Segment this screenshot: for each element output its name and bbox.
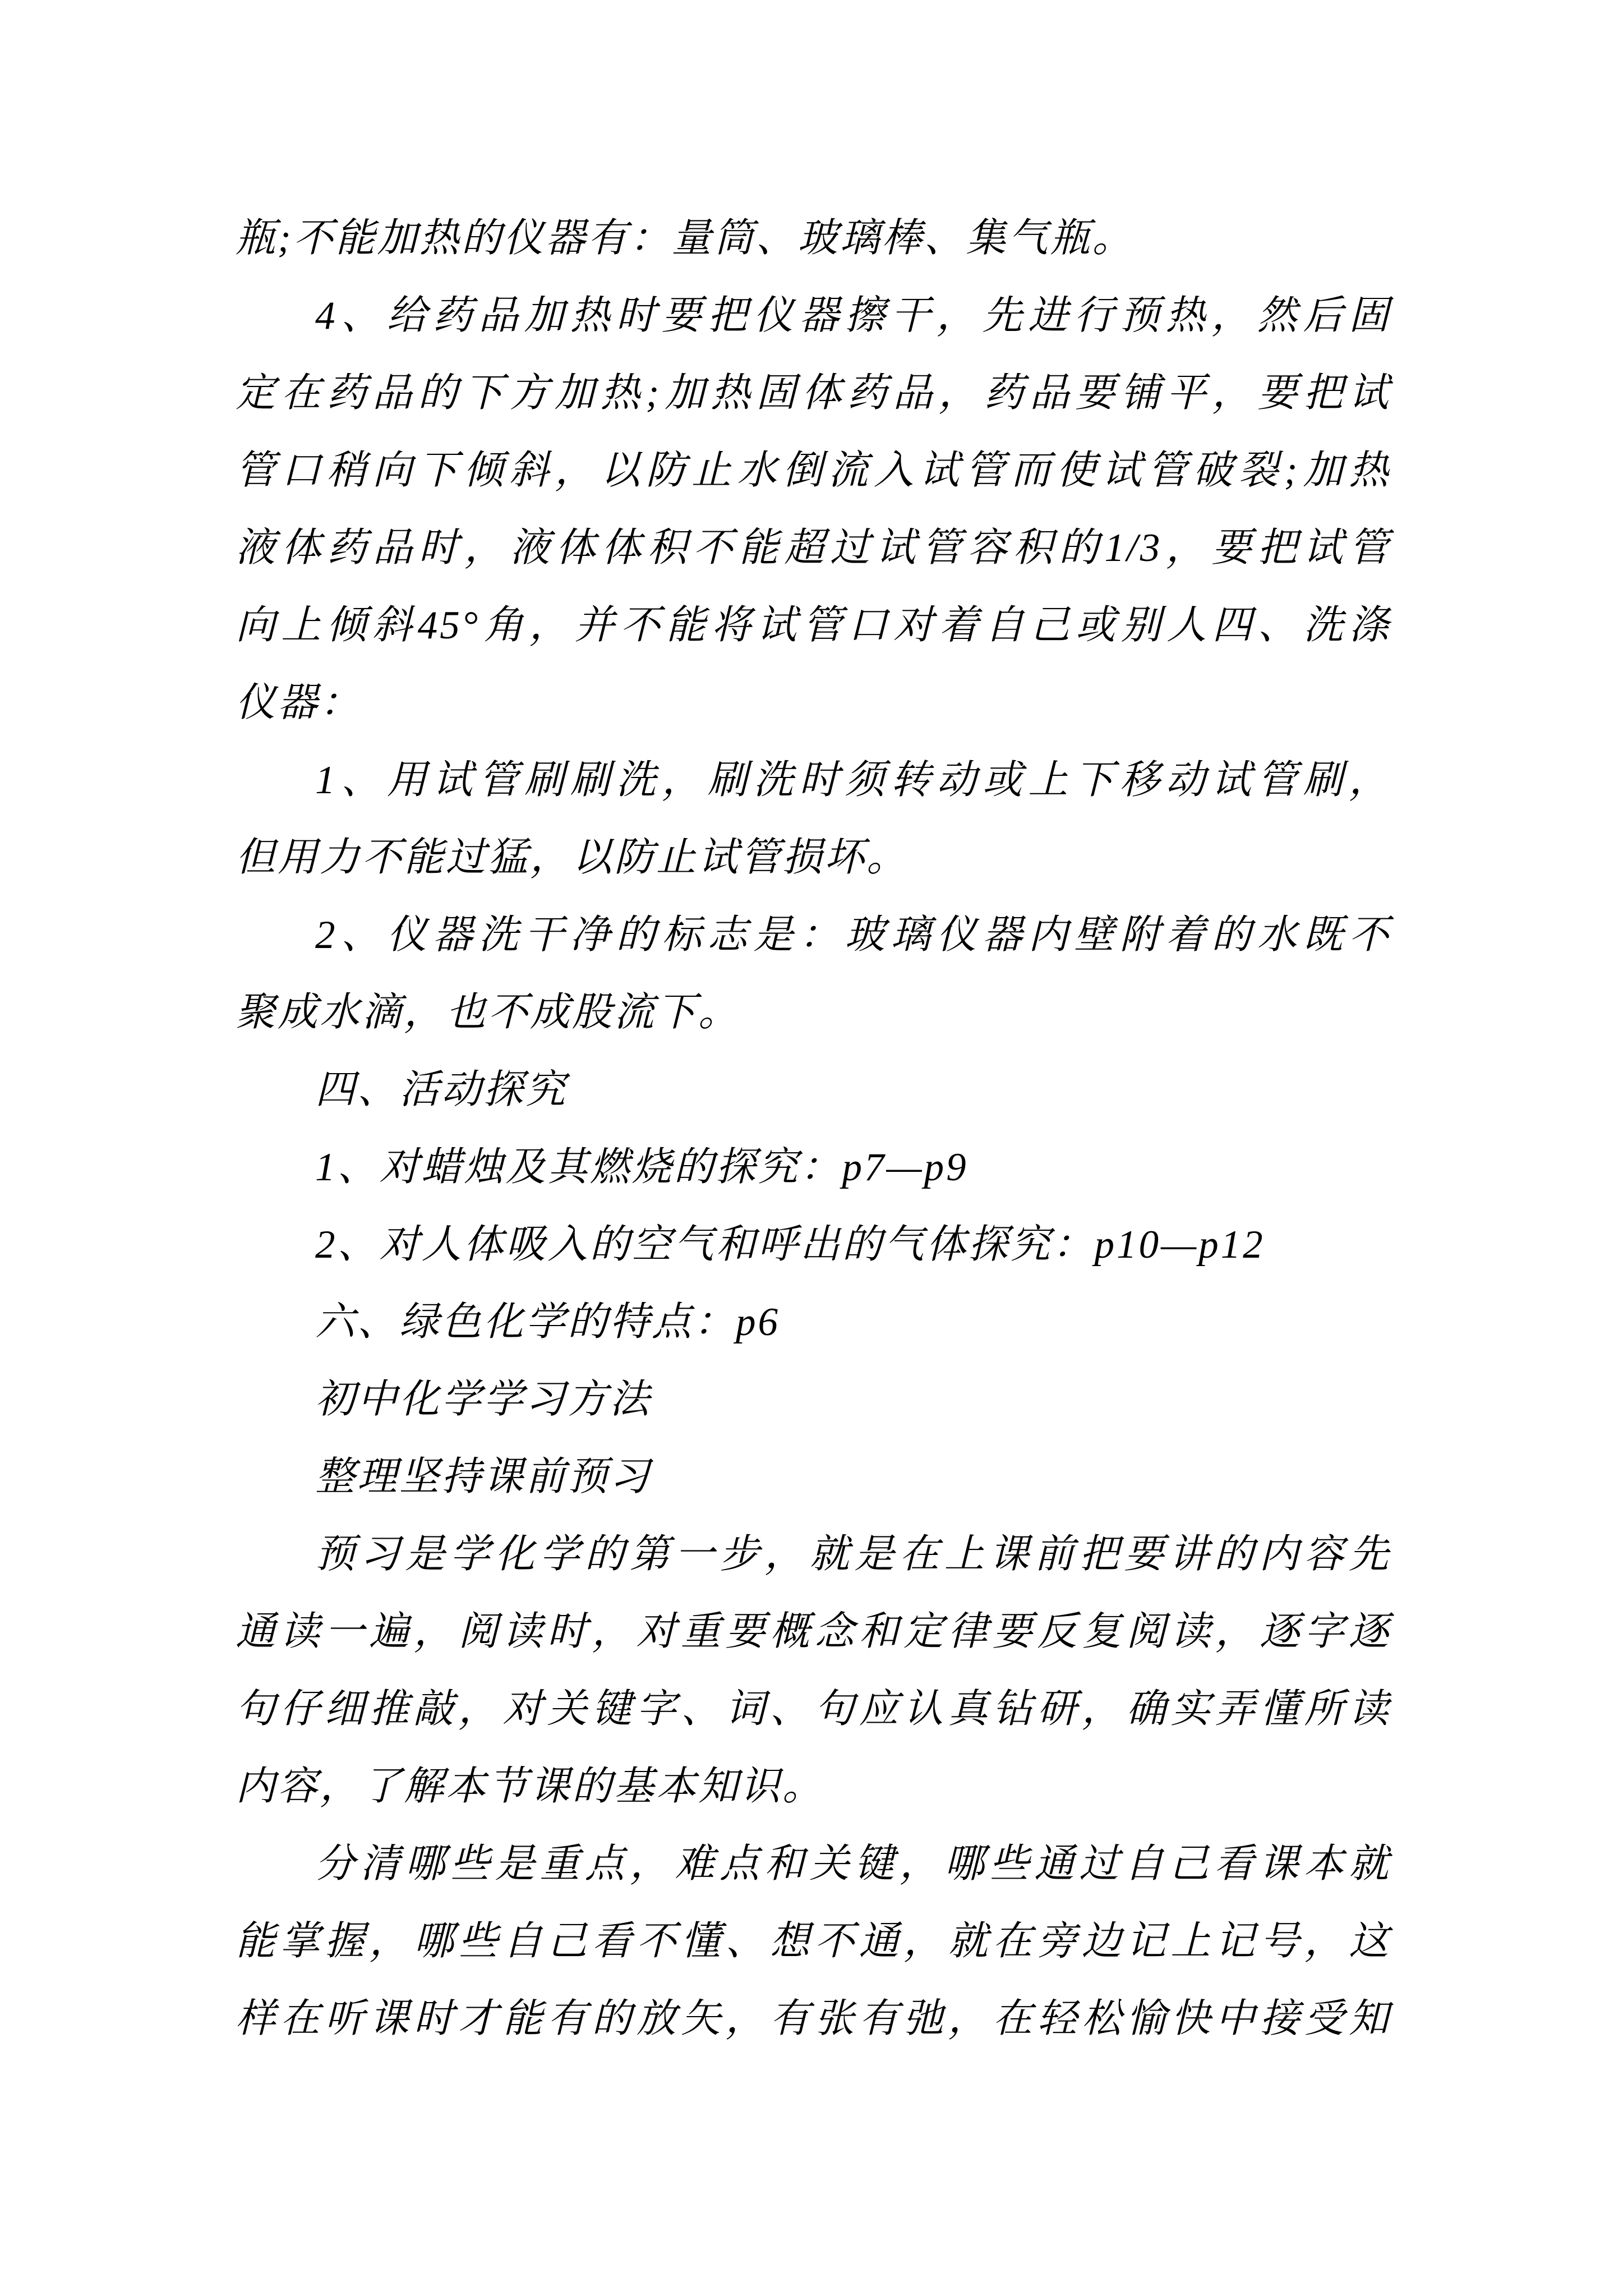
text-line: 但用力不能过猛，以防止试管损坏。 [236,836,909,880]
document-body [236,200,1391,2058]
text-line: 预习是学化学的第一步，就是在上课前把要讲的内容先 [315,1533,1391,1576]
text-line: 能掌握，哪些自己看不懂、想不通，就在旁边记上记号，这 [236,1920,1391,1963]
text-line: 初中化学学习方法 [315,1378,652,1421]
text-line: 4、给药品加热时要把仪器擦干，先进行预热，然后固 [315,294,1391,338]
text-line: 聚成水滴，也不成股流下。 [236,991,741,1034]
text-line: 仪器： [236,681,362,725]
text-line: 瓶;不能加热的仪器有：量筒、玻璃棒、集气瓶。 [236,217,1135,260]
text-line: 1、对蜡烛及其燃烧的探究：p7—p9 [315,1145,969,1189]
text-line: 四、活动探究 [315,1068,568,1112]
text-line: 2、仪器洗干净的标志是：玻璃仪器内壁附着的水既不 [315,913,1391,957]
text-line: 句仔细推敲，对关键字、词、句应认真钻研，确实弄懂所读 [236,1687,1391,1731]
text-line: 定在药品的下方加热;加热固体药品，药品要铺平，要把试 [236,371,1391,415]
text-line: 1、用试管刷刷洗，刷洗时须转动或上下移动试管刷， [315,758,1391,802]
text-line: 通读一遍，阅读时，对重要概念和定律要反复阅读，逐字逐 [236,1610,1391,1654]
text-line: 液体药品时，液体体积不能超过试管容积的1/3，要把试管 [236,526,1391,570]
text-line: 整理坚持课前预习 [315,1455,652,1499]
text-line: 分清哪些是重点，难点和关键，哪些通过自己看课本就 [315,1842,1391,1886]
text-line: 2、对人体吸入的空气和呼出的气体探究：p10—p12 [315,1223,1265,1267]
text-line: 样在听课时才能有的放矢，有张有弛，在轻松愉快中接受知 [236,1997,1391,2041]
text-line: 六、绿色化学的特点：p6 [315,1300,781,1344]
text-line: 向上倾斜45°角，并不能将试管口对着自己或别人四、洗涤 [236,604,1391,647]
text-line: 内容，了解本节课的基本知识。 [236,1765,825,1809]
text-line: 管口稍向下倾斜，以防止水倒流入试管而使试管破裂;加热 [236,449,1391,493]
